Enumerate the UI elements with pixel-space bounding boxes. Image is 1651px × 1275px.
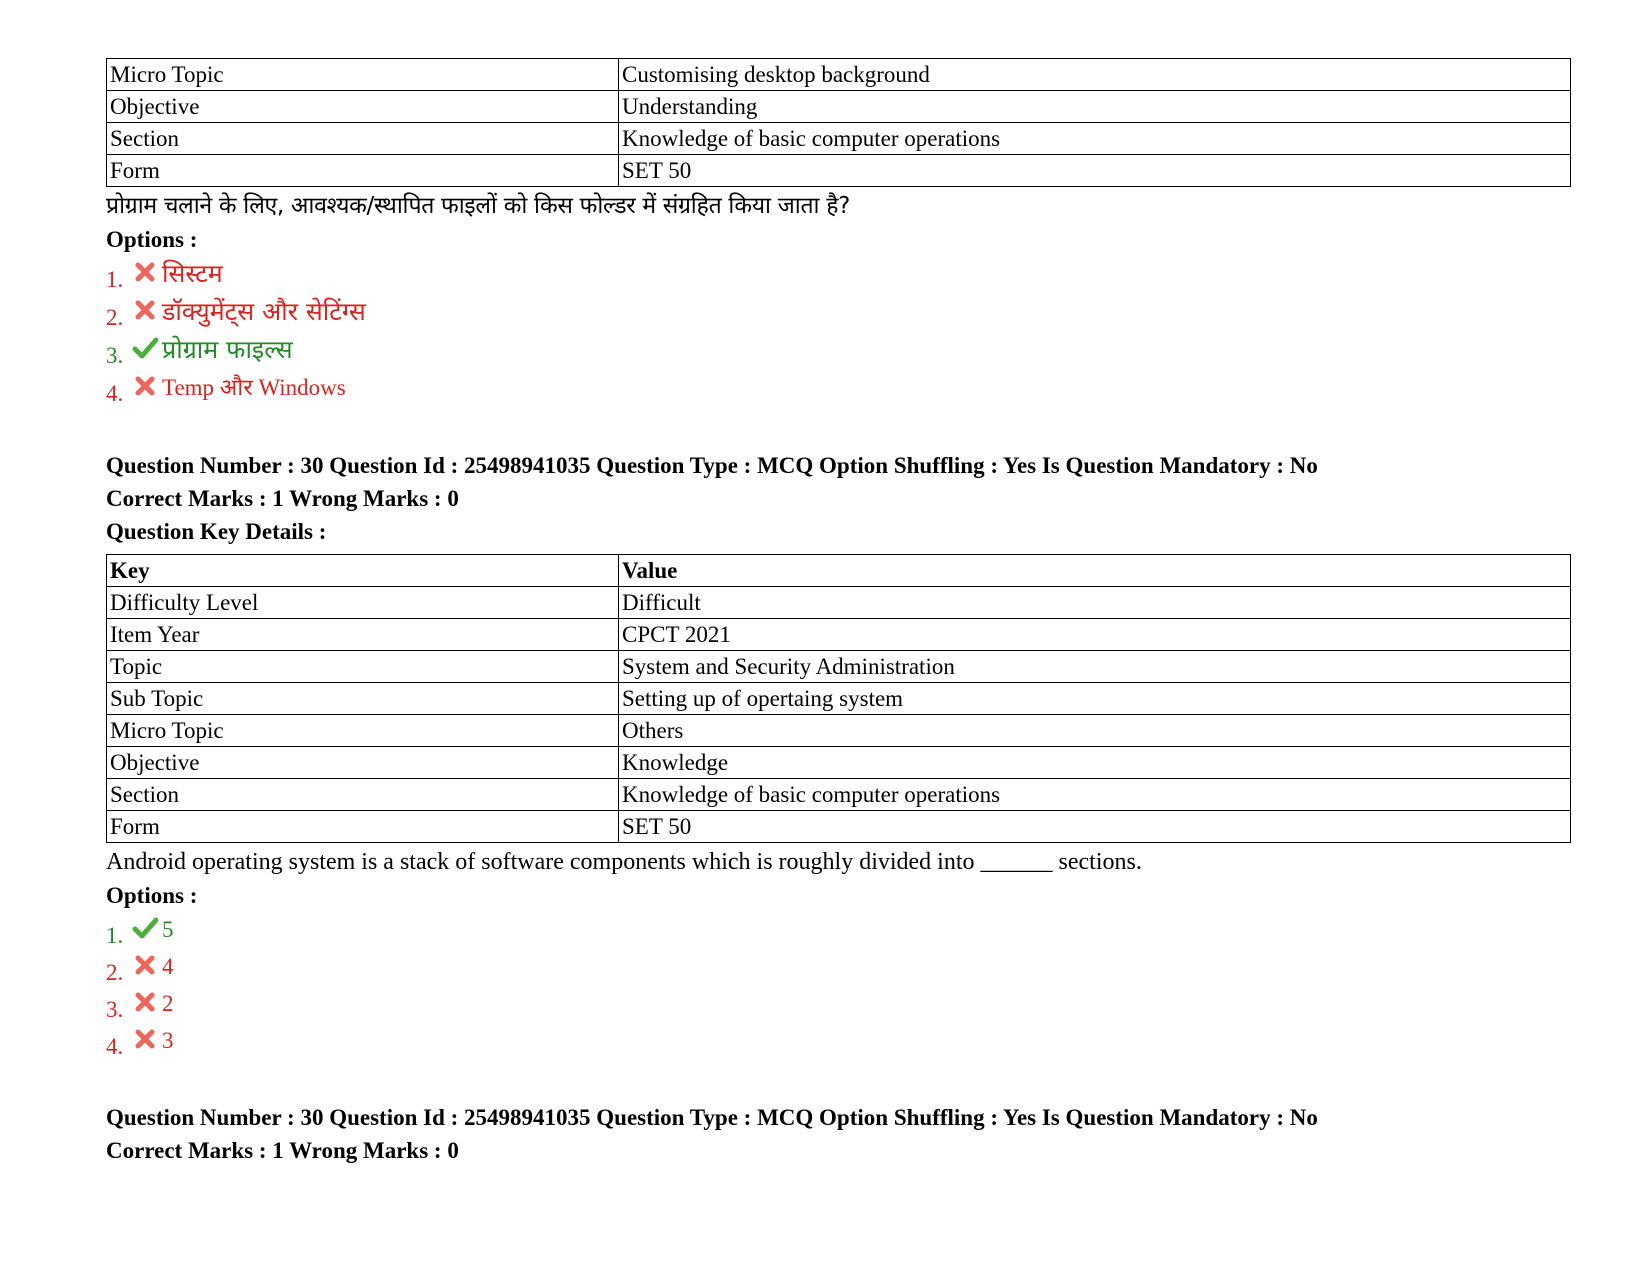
cross-icon xyxy=(132,989,158,1015)
option-number: 2. xyxy=(106,305,124,330)
cross-icon xyxy=(132,952,158,978)
key-cell: Form xyxy=(107,155,619,187)
key-details-label: Question Key Details : xyxy=(106,519,327,544)
value-cell: Knowledge of basic computer operations xyxy=(619,779,1571,811)
marks-line: Correct Marks : 1 Wrong Marks : 0 xyxy=(106,486,459,511)
key-cell: Objective xyxy=(107,91,619,123)
option-text: 3 xyxy=(162,1028,174,1053)
value-cell: System and Security Administration xyxy=(619,651,1571,683)
spacer xyxy=(106,407,1571,449)
option-text: 4 xyxy=(162,954,174,979)
option-item xyxy=(106,331,1571,369)
key-cell: Sub Topic xyxy=(107,683,619,715)
option-item xyxy=(106,1022,1571,1059)
table-row xyxy=(107,619,1571,651)
key-cell: Difficulty Level xyxy=(107,587,619,619)
question-text: Android operating system is a stack of software components which is roughly divided into ______ sections. xyxy=(106,849,1142,875)
key-details-table-2 xyxy=(106,554,1571,843)
key-cell: Section xyxy=(107,779,619,811)
question-meta-line: Question Number : 30 Question Id : 25498941035 Question Type : MCQ Option Shuffling : Yes Is Question Mandatory : No xyxy=(106,1105,1318,1130)
option-text: Temp और Windows xyxy=(162,375,346,400)
spacer xyxy=(106,1059,1571,1101)
option-item xyxy=(106,985,1571,1022)
option-number: 3. xyxy=(106,997,124,1022)
option-number: 4. xyxy=(106,381,124,406)
option-item xyxy=(106,255,1571,293)
table-row xyxy=(107,155,1571,187)
cross-icon xyxy=(132,259,158,285)
value-cell: SET 50 xyxy=(619,155,1571,187)
option-item xyxy=(106,369,1571,407)
option-number: 4. xyxy=(106,1034,124,1059)
cross-icon xyxy=(132,297,158,323)
check-icon xyxy=(132,335,158,361)
key-cell: Topic xyxy=(107,651,619,683)
table-row xyxy=(107,651,1571,683)
table-row xyxy=(107,747,1571,779)
marks-line: Correct Marks : 1 Wrong Marks : 0 xyxy=(106,1138,459,1163)
table-header-row xyxy=(107,555,1571,587)
key-cell: Micro Topic xyxy=(107,59,619,91)
key-cell: Objective xyxy=(107,747,619,779)
option-item xyxy=(106,948,1571,985)
key-cell: Form xyxy=(107,811,619,843)
options-label: Options : xyxy=(106,227,198,252)
option-text: डॉक्युमेंट्स और सेटिंग्स xyxy=(162,297,366,326)
table-row xyxy=(107,59,1571,91)
option-text: 2 xyxy=(162,991,174,1016)
value-cell: Others xyxy=(619,715,1571,747)
header-value: Value xyxy=(619,555,1571,587)
document-page xyxy=(106,58,1571,1167)
key-cell: Section xyxy=(107,123,619,155)
key-cell: Item Year xyxy=(107,619,619,651)
table-row xyxy=(107,715,1571,747)
value-cell: Knowledge of basic computer operations xyxy=(619,123,1571,155)
question-text: प्रोग्राम चलाने के लिए, आवश्यक/स्थापित फाइलों को किस फोल्डर में संग्रहित किया जाता है? xyxy=(106,193,851,219)
option-text: 5 xyxy=(162,917,174,942)
check-icon xyxy=(132,915,158,941)
header-key: Key xyxy=(107,555,619,587)
value-cell: Customising desktop background xyxy=(619,59,1571,91)
table-row xyxy=(107,123,1571,155)
value-cell: Difficult xyxy=(619,587,1571,619)
option-number: 1. xyxy=(106,267,124,292)
table-row xyxy=(107,91,1571,123)
key-details-table-1 xyxy=(106,58,1571,187)
value-cell: SET 50 xyxy=(619,811,1571,843)
option-text: सिस्टम xyxy=(162,259,223,288)
options-label: Options : xyxy=(106,883,198,908)
option-text: प्रोग्राम फाइल्स xyxy=(162,335,293,364)
value-cell: Setting up of opertaing system xyxy=(619,683,1571,715)
table-row xyxy=(107,683,1571,715)
key-cell: Micro Topic xyxy=(107,715,619,747)
cross-icon xyxy=(132,1026,158,1052)
table-row xyxy=(107,811,1571,843)
value-cell: Knowledge xyxy=(619,747,1571,779)
option-item xyxy=(106,911,1571,948)
option-number: 1. xyxy=(106,923,124,948)
table-row xyxy=(107,587,1571,619)
cross-icon xyxy=(132,373,158,399)
option-number: 3. xyxy=(106,343,124,368)
question-meta-line: Question Number : 30 Question Id : 25498941035 Question Type : MCQ Option Shuffling : Yes Is Question Mandatory : No xyxy=(106,453,1318,478)
table-row xyxy=(107,779,1571,811)
value-cell: Understanding xyxy=(619,91,1571,123)
value-cell: CPCT 2021 xyxy=(619,619,1571,651)
option-item xyxy=(106,293,1571,331)
option-number: 2. xyxy=(106,960,124,985)
